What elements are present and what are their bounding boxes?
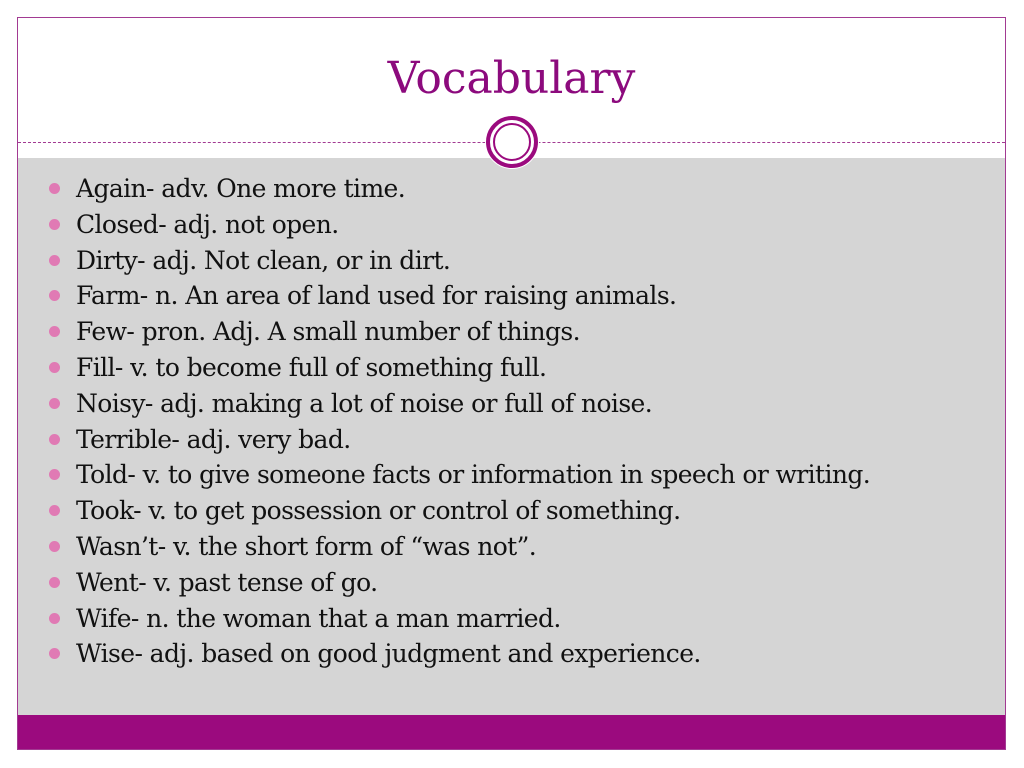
item-text: Took- v. to get possession or control of something. <box>76 496 681 526</box>
list-item <box>49 386 989 422</box>
item-text: Again- adv. One more time. <box>76 174 406 203</box>
item-text: Fill- v. to become full of something full. <box>76 352 547 382</box>
content-area <box>18 158 1005 715</box>
item-text: Closed- adj. not open. <box>76 209 339 239</box>
bullet-icon <box>49 219 60 230</box>
list-item <box>49 636 989 672</box>
list-item <box>49 207 989 243</box>
item-text: Farm- n. An area of land used for raising animals. <box>76 281 677 311</box>
item-text: Noisy- adj. making a lot of noise or full of noise. <box>76 388 653 418</box>
item-text: Went- v. past tense of go. <box>76 567 378 597</box>
bullet-icon <box>49 613 60 624</box>
item-text: Wife- n. the woman that a man married. <box>76 603 561 633</box>
bullet-icon <box>49 183 60 194</box>
list-item <box>49 422 989 458</box>
vocabulary-list <box>49 171 989 672</box>
item-text: Wise- adj. based on good judgment and experience. <box>76 639 701 669</box>
bullet-icon <box>49 326 60 337</box>
list-item <box>49 350 989 386</box>
list-item <box>49 314 989 350</box>
list-item <box>49 493 989 529</box>
list-item <box>49 457 989 493</box>
bullet-icon <box>49 541 60 552</box>
bullet-icon <box>49 577 60 588</box>
bullet-icon <box>49 290 60 301</box>
slide-title: Vocabulary <box>387 53 636 104</box>
item-text: Terrible- adj. very bad. <box>76 424 351 454</box>
item-text: Wasn’t- v. the short form of “was not”. <box>76 531 537 561</box>
list-item <box>49 529 989 565</box>
item-text: Few- pron. Adj. A small number of things. <box>76 317 580 347</box>
list-item <box>49 171 989 207</box>
bullet-icon <box>49 255 60 266</box>
footer-bar <box>18 715 1005 750</box>
slide <box>17 17 1006 750</box>
list-item <box>49 243 989 279</box>
item-text: Told- v. to give someone facts or information in speech or writing. <box>76 460 871 490</box>
list-item <box>49 601 989 637</box>
bullet-icon <box>49 648 60 659</box>
bullet-icon <box>49 469 60 480</box>
list-item <box>49 278 989 314</box>
bullet-icon <box>49 398 60 409</box>
circle-ornament-icon <box>485 115 539 169</box>
list-item <box>49 565 989 601</box>
bullet-icon <box>49 434 60 445</box>
item-text: Dirty- adj. Not clean, or in dirt. <box>76 245 451 275</box>
bullet-icon <box>49 362 60 373</box>
bullet-icon <box>49 505 60 516</box>
